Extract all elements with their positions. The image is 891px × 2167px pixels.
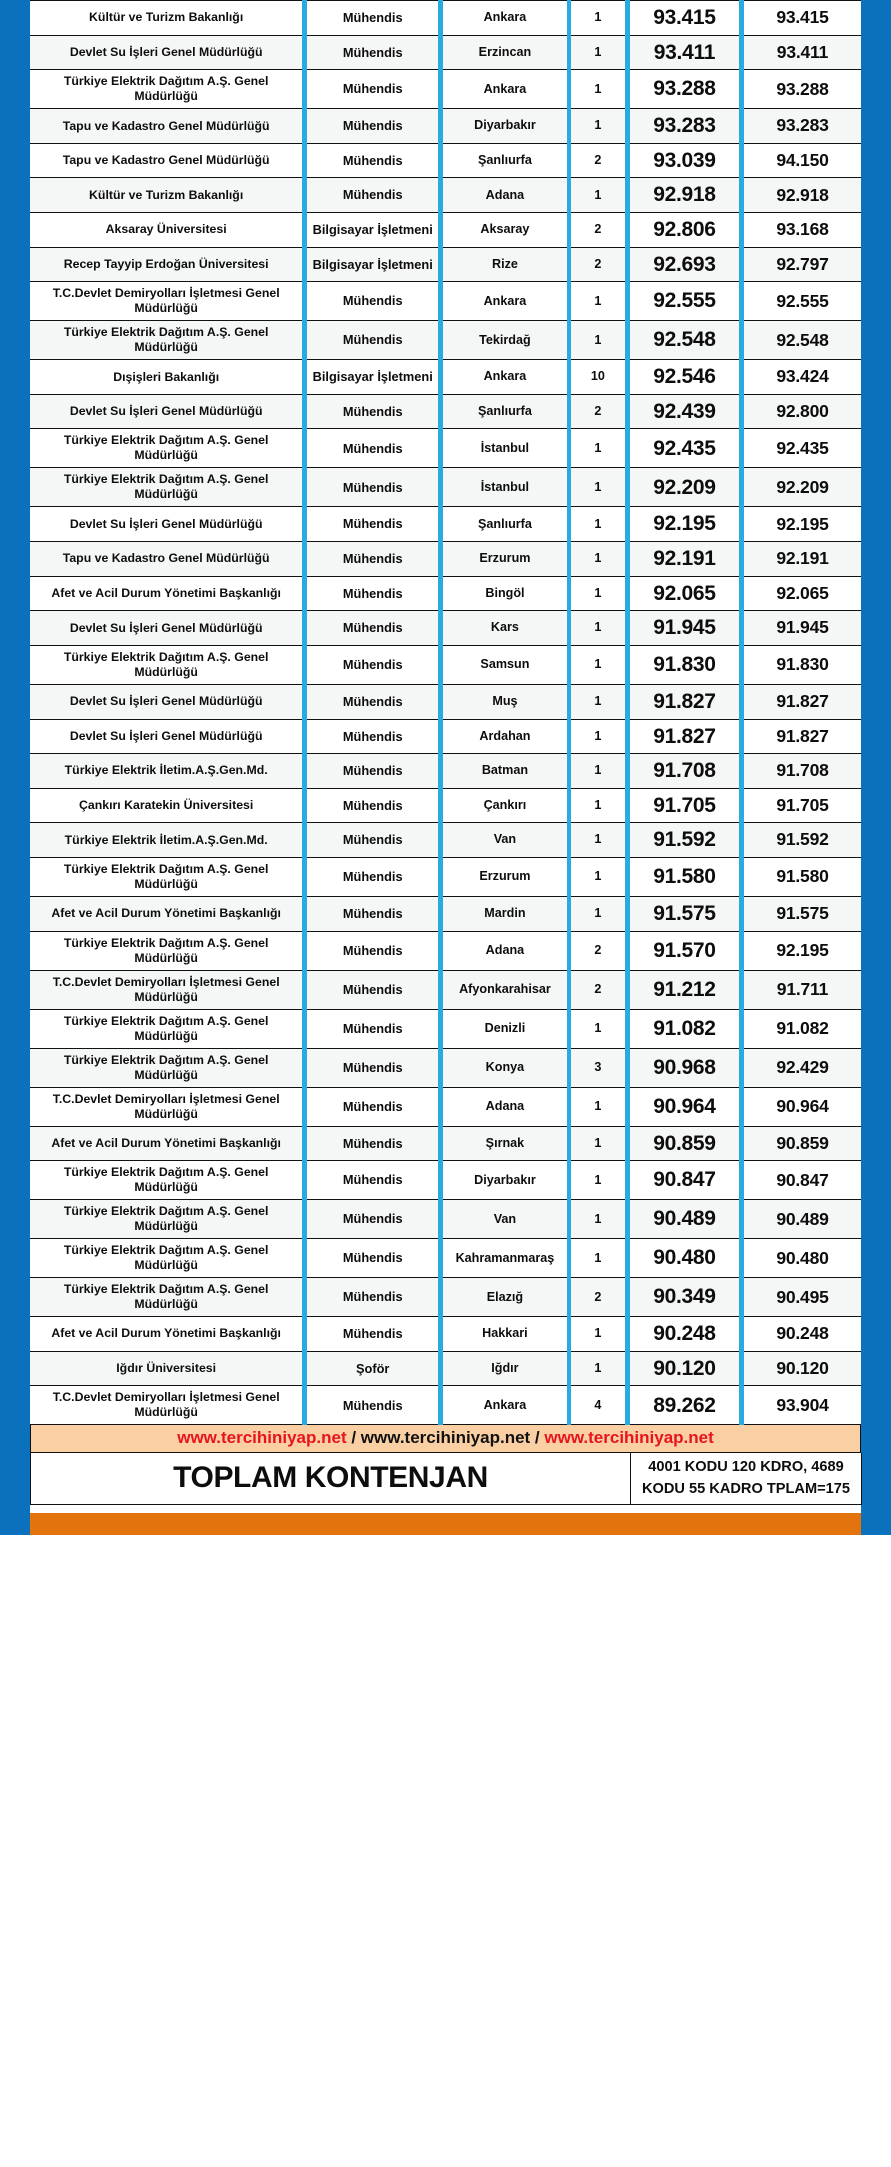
table-row — [30, 1351, 861, 1386]
cell-max-score: 91.575 — [741, 896, 861, 931]
cell-institution: Tapu ve Kadastro Genel Müdürlüğü — [30, 143, 305, 178]
cell-position: Bilgisayar İşletmeni — [305, 247, 441, 282]
cell-quota: 1 — [569, 788, 628, 823]
cell-city: Bingöl — [441, 576, 569, 611]
table-row — [30, 611, 861, 646]
table-row — [30, 1239, 861, 1278]
table-row — [30, 321, 861, 360]
cell-quota: 1 — [569, 576, 628, 611]
table-row — [30, 754, 861, 789]
right-blue-rail — [861, 0, 891, 1535]
cell-min-score: 92.693 — [627, 247, 741, 282]
cell-city: Afyonkarahisar — [441, 970, 569, 1009]
cell-position: Bilgisayar İşletmeni — [305, 213, 441, 248]
cell-max-score: 90.120 — [741, 1351, 861, 1386]
cell-max-score: 91.592 — [741, 823, 861, 858]
cell-min-score: 90.120 — [627, 1351, 741, 1386]
cell-institution: Türkiye Elektrik Dağıtım A.Ş. Genel Müdürlüğü — [30, 931, 305, 970]
cell-position: Mühendis — [305, 429, 441, 468]
cell-position: Mühendis — [305, 857, 441, 896]
cell-quota: 1 — [569, 1239, 628, 1278]
cell-city: Çankırı — [441, 788, 569, 823]
cell-city: Diyarbakır — [441, 1161, 569, 1200]
table-row — [30, 719, 861, 754]
cell-quota: 1 — [569, 645, 628, 684]
cell-min-score: 92.435 — [627, 429, 741, 468]
cell-max-score: 90.495 — [741, 1278, 861, 1317]
table-row — [30, 178, 861, 213]
cell-city: Aksaray — [441, 213, 569, 248]
cell-institution: Türkiye Elektrik Dağıtım A.Ş. Genel Müdürlüğü — [30, 1009, 305, 1048]
table-row — [30, 788, 861, 823]
cell-max-score: 90.248 — [741, 1317, 861, 1352]
cell-max-score: 92.918 — [741, 178, 861, 213]
cell-max-score: 92.548 — [741, 321, 861, 360]
cell-city: Kahramanmaraş — [441, 1239, 569, 1278]
cell-institution: Devlet Su İşleri Genel Müdürlüğü — [30, 394, 305, 429]
cell-city: Ankara — [441, 70, 569, 109]
bottom-white-gap — [0, 1505, 891, 1513]
cell-city: Şanlıurfa — [441, 507, 569, 542]
cell-quota: 2 — [569, 394, 628, 429]
cell-city: Ankara — [441, 1, 569, 36]
cell-quota: 1 — [569, 1161, 628, 1200]
cell-city: Rize — [441, 247, 569, 282]
cell-min-score: 92.548 — [627, 321, 741, 360]
cell-city: Ankara — [441, 1386, 569, 1425]
cell-institution: Afet ve Acil Durum Yönetimi Başkanlığı — [30, 1126, 305, 1161]
cell-max-score: 91.580 — [741, 857, 861, 896]
cell-position: Mühendis — [305, 178, 441, 213]
cell-city: Erzincan — [441, 35, 569, 70]
cell-city: Denizli — [441, 1009, 569, 1048]
total-detail-line-1: 4001 KODU 120 KDRO, 4689 — [648, 1459, 844, 1476]
cell-max-score: 93.424 — [741, 360, 861, 395]
cell-max-score: 92.195 — [741, 931, 861, 970]
cell-position: Mühendis — [305, 823, 441, 858]
cell-institution: Türkiye Elektrik Dağıtım A.Ş. Genel Müdürlüğü — [30, 645, 305, 684]
table-row — [30, 429, 861, 468]
table-row — [30, 70, 861, 109]
cell-min-score: 91.708 — [627, 754, 741, 789]
cell-institution: Tapu ve Kadastro Genel Müdürlüğü — [30, 542, 305, 577]
cell-institution: Türkiye Elektrik Dağıtım A.Ş. Genel Müdürlüğü — [30, 321, 305, 360]
cell-institution: Kültür ve Turizm Bakanlığı — [30, 178, 305, 213]
cell-min-score: 91.830 — [627, 645, 741, 684]
cell-city: Tekirdağ — [441, 321, 569, 360]
cell-institution: Devlet Su İşleri Genel Müdürlüğü — [30, 684, 305, 719]
cell-min-score: 90.968 — [627, 1048, 741, 1087]
cell-quota: 1 — [569, 429, 628, 468]
cell-min-score: 91.212 — [627, 970, 741, 1009]
bottom-orange-band — [30, 1513, 861, 1535]
cell-city: Ankara — [441, 360, 569, 395]
table-sheet — [30, 0, 861, 1505]
cell-quota: 1 — [569, 611, 628, 646]
cell-min-score: 90.859 — [627, 1126, 741, 1161]
table-row — [30, 507, 861, 542]
advertisement-banner[interactable] — [30, 1425, 861, 1453]
cell-position: Mühendis — [305, 754, 441, 789]
cell-max-score: 91.945 — [741, 611, 861, 646]
cell-quota: 1 — [569, 823, 628, 858]
cell-city: Samsun — [441, 645, 569, 684]
cell-institution: Iğdır Üniversitesi — [30, 1351, 305, 1386]
cell-min-score: 92.806 — [627, 213, 741, 248]
cell-institution: Türkiye Elektrik Dağıtım A.Ş. Genel Müdürlüğü — [30, 70, 305, 109]
cell-institution: Türkiye Elektrik Dağıtım A.Ş. Genel Müdürlüğü — [30, 1239, 305, 1278]
cell-quota: 1 — [569, 1, 628, 36]
table-row — [30, 645, 861, 684]
cell-institution: Kültür ve Turizm Bakanlığı — [30, 1, 305, 36]
cell-institution: Türkiye Elektrik İletim.A.Ş.Gen.Md. — [30, 754, 305, 789]
cell-quota: 1 — [569, 754, 628, 789]
placement-scores-table — [30, 0, 861, 1425]
cell-position: Mühendis — [305, 1, 441, 36]
cell-position: Mühendis — [305, 394, 441, 429]
table-row — [30, 213, 861, 248]
cell-position: Mühendis — [305, 1278, 441, 1317]
table-row — [30, 684, 861, 719]
cell-city: Diyarbakır — [441, 109, 569, 144]
cell-position: Mühendis — [305, 282, 441, 321]
cell-position: Mühendis — [305, 1386, 441, 1425]
cell-max-score: 91.705 — [741, 788, 861, 823]
totals-table — [30, 1453, 862, 1504]
cell-max-score: 91.708 — [741, 754, 861, 789]
cell-quota: 2 — [569, 970, 628, 1009]
cell-city: Hakkari — [441, 1317, 569, 1352]
table-row — [30, 1278, 861, 1317]
cell-city: Kars — [441, 611, 569, 646]
site-link-3[interactable]: www.tercihiniyap.net — [544, 1428, 714, 1448]
cell-city: Şırnak — [441, 1126, 569, 1161]
cell-institution: Devlet Su İşleri Genel Müdürlüğü — [30, 719, 305, 754]
cell-quota: 1 — [569, 109, 628, 144]
cell-min-score: 91.945 — [627, 611, 741, 646]
table-row — [30, 143, 861, 178]
cell-city: Muş — [441, 684, 569, 719]
table-row — [30, 542, 861, 577]
ad-separator-1: / — [346, 1428, 361, 1448]
total-detail-line-2: KODU 55 KADRO TPLAM=175 — [641, 1480, 850, 1497]
cell-quota: 1 — [569, 542, 628, 577]
cell-quota: 1 — [569, 35, 628, 70]
cell-position: Mühendis — [305, 542, 441, 577]
cell-institution: T.C.Devlet Demiryolları İşletmesi Genel Müdürlüğü — [30, 282, 305, 321]
cell-max-score: 91.830 — [741, 645, 861, 684]
cell-institution: Dışişleri Bakanlığı — [30, 360, 305, 395]
cell-position: Mühendis — [305, 1126, 441, 1161]
cell-max-score: 92.555 — [741, 282, 861, 321]
cell-position: Mühendis — [305, 1087, 441, 1126]
cell-min-score: 92.546 — [627, 360, 741, 395]
cell-quota: 1 — [569, 1351, 628, 1386]
table-row — [30, 1200, 861, 1239]
cell-quota: 1 — [569, 857, 628, 896]
table-row — [30, 1087, 861, 1126]
table-row — [30, 35, 861, 70]
cell-quota: 10 — [569, 360, 628, 395]
cell-quota: 1 — [569, 282, 628, 321]
table-row — [30, 857, 861, 896]
cell-city: Adana — [441, 178, 569, 213]
cell-institution: Türkiye Elektrik Dağıtım A.Ş. Genel Müdürlüğü — [30, 429, 305, 468]
table-row — [30, 282, 861, 321]
cell-city: Adana — [441, 1087, 569, 1126]
cell-position: Mühendis — [305, 507, 441, 542]
cell-city: Ardahan — [441, 719, 569, 754]
cell-quota: 1 — [569, 321, 628, 360]
cell-position: Mühendis — [305, 1009, 441, 1048]
cell-min-score: 93.039 — [627, 143, 741, 178]
table-row — [30, 109, 861, 144]
cell-position: Mühendis — [305, 896, 441, 931]
cell-city: İstanbul — [441, 468, 569, 507]
cell-max-score: 93.168 — [741, 213, 861, 248]
cell-institution: T.C.Devlet Demiryolları İşletmesi Genel Müdürlüğü — [30, 1386, 305, 1425]
cell-institution: Türkiye Elektrik Dağıtım A.Ş. Genel Müdürlüğü — [30, 1278, 305, 1317]
cell-city: Elazığ — [441, 1278, 569, 1317]
cell-city: Erzurum — [441, 542, 569, 577]
cell-quota: 1 — [569, 1087, 628, 1126]
cell-min-score: 93.283 — [627, 109, 741, 144]
cell-position: Mühendis — [305, 143, 441, 178]
cell-institution: Türkiye Elektrik Dağıtım A.Ş. Genel Müdürlüğü — [30, 1200, 305, 1239]
left-blue-rail — [0, 0, 30, 1535]
cell-max-score: 91.827 — [741, 719, 861, 754]
cell-min-score: 92.195 — [627, 507, 741, 542]
cell-quota: 1 — [569, 896, 628, 931]
cell-institution: Aksaray Üniversitesi — [30, 213, 305, 248]
cell-institution: Devlet Su İşleri Genel Müdürlüğü — [30, 611, 305, 646]
table-row — [30, 1048, 861, 1087]
cell-max-score: 92.195 — [741, 507, 861, 542]
table-row — [30, 931, 861, 970]
cell-quota: 2 — [569, 931, 628, 970]
cell-institution: Türkiye Elektrik Dağıtım A.Ş. Genel Müdürlüğü — [30, 857, 305, 896]
table-row — [30, 1126, 861, 1161]
cell-position: Mühendis — [305, 970, 441, 1009]
cell-quota: 2 — [569, 213, 628, 248]
cell-max-score: 93.283 — [741, 109, 861, 144]
cell-city: Van — [441, 823, 569, 858]
cell-institution: Afet ve Acil Durum Yönetimi Başkanlığı — [30, 1317, 305, 1352]
cell-position: Mühendis — [305, 1048, 441, 1087]
cell-position: Mühendis — [305, 70, 441, 109]
ad-separator-2: / — [530, 1428, 545, 1448]
cell-quota: 1 — [569, 684, 628, 719]
table-row — [30, 360, 861, 395]
cell-institution: Afet ve Acil Durum Yönetimi Başkanlığı — [30, 896, 305, 931]
cell-max-score: 93.415 — [741, 1, 861, 36]
site-link-1[interactable]: www.tercihiniyap.net — [177, 1428, 347, 1448]
table-row — [30, 1, 861, 36]
table-row — [30, 1317, 861, 1352]
cell-min-score: 90.964 — [627, 1087, 741, 1126]
table-row — [30, 970, 861, 1009]
cell-city: İstanbul — [441, 429, 569, 468]
cell-institution: Afet ve Acil Durum Yönetimi Başkanlığı — [30, 576, 305, 611]
cell-position: Mühendis — [305, 788, 441, 823]
cell-position: Mühendis — [305, 684, 441, 719]
cell-max-score: 93.904 — [741, 1386, 861, 1425]
cell-institution: Recep Tayyip Erdoğan Üniversitesi — [30, 247, 305, 282]
table-body — [30, 1, 861, 1425]
cell-min-score: 93.288 — [627, 70, 741, 109]
cell-max-score: 90.489 — [741, 1200, 861, 1239]
cell-max-score: 90.964 — [741, 1087, 861, 1126]
cell-max-score: 92.429 — [741, 1048, 861, 1087]
cell-institution: Türkiye Elektrik Dağıtım A.Ş. Genel Müdürlüğü — [30, 1161, 305, 1200]
cell-max-score: 92.797 — [741, 247, 861, 282]
cell-position: Mühendis — [305, 611, 441, 646]
cell-institution: Devlet Su İşleri Genel Müdürlüğü — [30, 507, 305, 542]
cell-quota: 1 — [569, 70, 628, 109]
table-row — [30, 247, 861, 282]
total-quota-label: TOPLAM KONTENJAN — [31, 1453, 631, 1504]
cell-city: Batman — [441, 754, 569, 789]
cell-institution: Türkiye Elektrik Dağıtım A.Ş. Genel Müdürlüğü — [30, 468, 305, 507]
cell-max-score: 92.800 — [741, 394, 861, 429]
cell-city: Şanlıurfa — [441, 143, 569, 178]
cell-institution: Devlet Su İşleri Genel Müdürlüğü — [30, 35, 305, 70]
cell-max-score: 92.435 — [741, 429, 861, 468]
cell-min-score: 90.489 — [627, 1200, 741, 1239]
cell-position: Şoför — [305, 1351, 441, 1386]
cell-quota: 4 — [569, 1386, 628, 1425]
cell-position: Mühendis — [305, 321, 441, 360]
cell-city: Adana — [441, 931, 569, 970]
cell-min-score: 90.248 — [627, 1317, 741, 1352]
cell-max-score: 92.065 — [741, 576, 861, 611]
cell-institution: T.C.Devlet Demiryolları İşletmesi Genel Müdürlüğü — [30, 1087, 305, 1126]
cell-max-score: 91.082 — [741, 1009, 861, 1048]
cell-max-score: 91.827 — [741, 684, 861, 719]
table-row — [30, 576, 861, 611]
cell-quota: 3 — [569, 1048, 628, 1087]
cell-min-score: 92.555 — [627, 282, 741, 321]
cell-max-score: 90.859 — [741, 1126, 861, 1161]
cell-quota: 2 — [569, 1278, 628, 1317]
cell-min-score: 89.262 — [627, 1386, 741, 1425]
cell-min-score: 91.580 — [627, 857, 741, 896]
cell-position: Mühendis — [305, 35, 441, 70]
cell-quota: 1 — [569, 1200, 628, 1239]
cell-position: Mühendis — [305, 468, 441, 507]
cell-min-score: 91.082 — [627, 1009, 741, 1048]
cell-max-score: 92.209 — [741, 468, 861, 507]
cell-quota: 1 — [569, 468, 628, 507]
cell-min-score: 93.415 — [627, 1, 741, 36]
cell-city: Mardin — [441, 896, 569, 931]
cell-max-score: 93.411 — [741, 35, 861, 70]
cell-min-score: 91.705 — [627, 788, 741, 823]
cell-institution: Çankırı Karatekin Üniversitesi — [30, 788, 305, 823]
table-row — [30, 823, 861, 858]
cell-min-score: 90.349 — [627, 1278, 741, 1317]
cell-institution: Türkiye Elektrik Dağıtım A.Ş. Genel Müdürlüğü — [30, 1048, 305, 1087]
cell-max-score: 90.847 — [741, 1161, 861, 1200]
cell-city: Iğdır — [441, 1351, 569, 1386]
cell-min-score: 92.065 — [627, 576, 741, 611]
cell-min-score: 92.439 — [627, 394, 741, 429]
total-quota-detail — [631, 1453, 862, 1504]
cell-city: Ankara — [441, 282, 569, 321]
table-row — [30, 468, 861, 507]
cell-position: Mühendis — [305, 1161, 441, 1200]
totals-row — [31, 1453, 862, 1504]
cell-quota: 1 — [569, 507, 628, 542]
cell-max-score: 90.480 — [741, 1239, 861, 1278]
cell-position: Mühendis — [305, 109, 441, 144]
cell-position: Bilgisayar İşletmeni — [305, 360, 441, 395]
table-row — [30, 1386, 861, 1425]
cell-min-score: 90.847 — [627, 1161, 741, 1200]
cell-position: Mühendis — [305, 645, 441, 684]
cell-min-score: 91.575 — [627, 896, 741, 931]
cell-quota: 2 — [569, 247, 628, 282]
cell-min-score: 93.411 — [627, 35, 741, 70]
cell-max-score: 93.288 — [741, 70, 861, 109]
cell-max-score: 92.191 — [741, 542, 861, 577]
cell-min-score: 92.918 — [627, 178, 741, 213]
cell-min-score: 92.209 — [627, 468, 741, 507]
cell-position: Mühendis — [305, 719, 441, 754]
table-row — [30, 1009, 861, 1048]
cell-institution: Tapu ve Kadastro Genel Müdürlüğü — [30, 109, 305, 144]
cell-city: Van — [441, 1200, 569, 1239]
cell-position: Mühendis — [305, 1200, 441, 1239]
cell-quota: 1 — [569, 1126, 628, 1161]
cell-quota: 1 — [569, 1009, 628, 1048]
cell-quota: 1 — [569, 178, 628, 213]
table-row — [30, 1161, 861, 1200]
site-link-2[interactable]: www.tercihiniyap.net — [360, 1428, 531, 1448]
cell-position: Mühendis — [305, 1317, 441, 1352]
cell-min-score: 91.570 — [627, 931, 741, 970]
cell-quota: 2 — [569, 143, 628, 178]
cell-min-score: 90.480 — [627, 1239, 741, 1278]
cell-max-score: 91.711 — [741, 970, 861, 1009]
cell-position: Mühendis — [305, 931, 441, 970]
cell-city: Şanlıurfa — [441, 394, 569, 429]
cell-institution: Türkiye Elektrik İletim.A.Ş.Gen.Md. — [30, 823, 305, 858]
cell-min-score: 91.827 — [627, 719, 741, 754]
cell-min-score: 91.827 — [627, 684, 741, 719]
table-row — [30, 394, 861, 429]
cell-max-score: 94.150 — [741, 143, 861, 178]
cell-quota: 1 — [569, 719, 628, 754]
cell-city: Erzurum — [441, 857, 569, 896]
cell-position: Mühendis — [305, 576, 441, 611]
cell-min-score: 91.592 — [627, 823, 741, 858]
table-row — [30, 896, 861, 931]
cell-institution: T.C.Devlet Demiryolları İşletmesi Genel Müdürlüğü — [30, 970, 305, 1009]
cell-min-score: 92.191 — [627, 542, 741, 577]
cell-position: Mühendis — [305, 1239, 441, 1278]
cell-city: Konya — [441, 1048, 569, 1087]
cell-quota: 1 — [569, 1317, 628, 1352]
